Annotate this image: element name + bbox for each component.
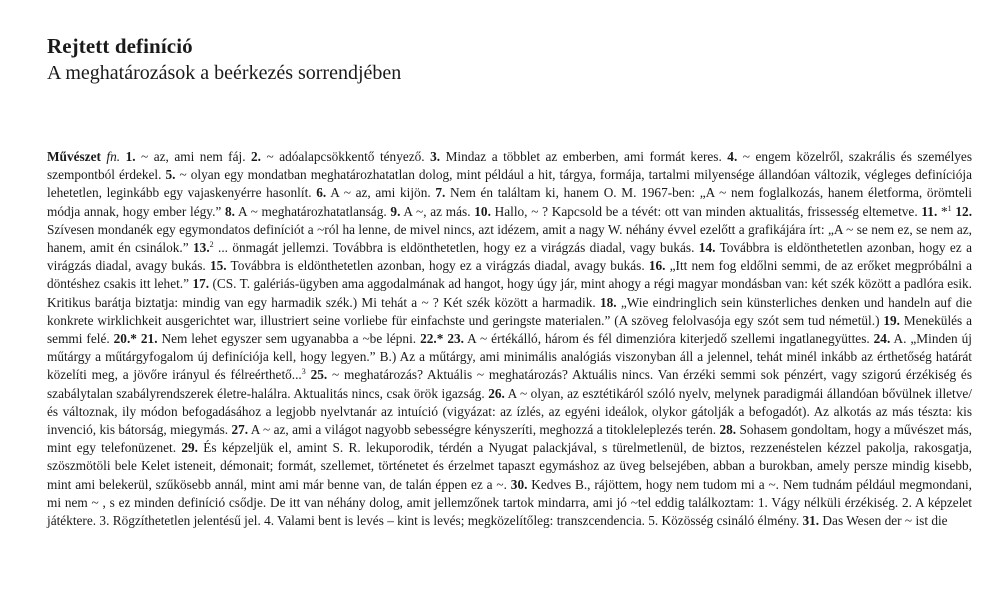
definition-text: Menekülés a semmi felé. bbox=[47, 312, 972, 347]
definition-number: 22.* bbox=[420, 331, 444, 347]
definition-text: Das Wesen der ~ ist die bbox=[819, 513, 948, 529]
definition-number: 15. bbox=[209, 258, 227, 274]
definition-item bbox=[225, 204, 390, 219]
definition-text: ~ adóalapcsökkentő tényező. bbox=[261, 149, 431, 164]
definition-text: A ~ olyan, az esztétikáról szóló nyelv, melynek paradigmái állandóan bővülnek illetve/és változnak, ily módon befogadásához a legjobb nyelvtanár az intuíció (vigyázat: az ízlés, az egyéni ideálok, olykor gátolják a befogadót). Az alkotás az más tészta: kis invenció, kis bátorság, miegymás. bbox=[47, 385, 972, 438]
definition-text: És képzeljük el, amint S. R. lekuporodik, térdén a Nyugat palackjával, s türelmetlenül, de biztos, rezzenéstelen kézzel pakolja, rakosgatja, szöszmötöli bele Kelet isteneit, démonait; formát, szellemet, történetet és érzelmet tapaszt egymáshoz az üveg belsejében, abban a burokban, amely persze mindig kisebb, mint ami belekerül, szűkösebb annál, mint ami már benne van, de talán éppen ez a ~. bbox=[47, 440, 972, 492]
definition-number: 25. bbox=[310, 367, 328, 383]
definition-text: „Wie eindringlich sein künsterliches denken und handeln auf die konkrete wirklichkeit ausgerichtet war, illustriert seine vorliebe für einfachste und geringste materialen.” (A szöveg felolvasója egy szót sem tud németül.) bbox=[47, 294, 972, 328]
definition-number: 30. bbox=[510, 476, 528, 492]
definition-text: * bbox=[937, 203, 948, 219]
definition-item bbox=[126, 149, 251, 164]
definition-text: ... önmagát jellemzi. Továbbra is eldönthetetlen, hogy ez a virágzás diadal, vagy bukás. bbox=[213, 240, 699, 256]
definition-item bbox=[251, 149, 430, 164]
definition-number: 21. bbox=[140, 331, 158, 347]
definition-number: 12. bbox=[955, 203, 973, 219]
footnote-mark: 3 bbox=[301, 367, 306, 377]
definition-text: Továbbra is eldönthetetlen azonban, hogy ez a virágzás diadal, avagy bukás. bbox=[47, 240, 972, 274]
definition-number: 6. bbox=[316, 185, 327, 201]
definition-text: Nem lehet egyszer sem ugyanabba a ~be lépni. bbox=[157, 331, 421, 347]
definition-number: 26. bbox=[488, 385, 505, 401]
definition-number: 4. bbox=[727, 149, 738, 164]
definition-text: Szívesen mondanék egy egymondatos definíciót a ~ról ha lenne, de mivel nincs, azt idézem, amit a nagy W. néhány évvel ezelőtt a grafikájára írt: „A ~ se nem ez, se nem az, hanem, amit én csinálok.” bbox=[47, 221, 972, 256]
definition-number: 29. bbox=[181, 440, 198, 456]
entry-headword: Művészet bbox=[47, 149, 101, 164]
definition-number: 3. bbox=[430, 149, 441, 164]
definition-number: 14. bbox=[698, 240, 716, 256]
definition-item bbox=[802, 513, 947, 528]
definition-item bbox=[141, 331, 420, 346]
definition-number: 27. bbox=[231, 422, 249, 438]
definition-text: A ~, az más. bbox=[400, 203, 475, 219]
definition-text: A ~ értékálló, három és fél dimenzióra kiterjedő szellemi ingatlanegyüttes. bbox=[463, 331, 874, 347]
definition-text: A ~ az, ami a világot nagyobb sebességre kényszeríti, meghozzá a titokleleplezés terén. bbox=[248, 422, 720, 438]
definition-number: 19. bbox=[883, 312, 900, 328]
definition-text: ~ meghatározás? Aktuális ~ meghatározás? Aktuális nincs. Van érzéki semmi sok pénzért, vagy szigorú érzékiség és szabálytalan szabályrendszerek életre-halálra. Aktualitás nincs, csak örök igazság. bbox=[47, 367, 973, 401]
definition-item bbox=[474, 204, 921, 219]
definition-entry bbox=[47, 148, 972, 530]
definition-item bbox=[193, 240, 699, 255]
entry-definitions bbox=[47, 149, 972, 528]
definition-text: ~ olyan egy mondatban meghatározhatatlan dolog, mint például a hit, tárgya, formája, tartalmi milyensége állandóan változik, végleges definíciója lehetetlen, leginkább egy vajaskenyérre hasonlít. bbox=[47, 167, 972, 201]
definition-item bbox=[447, 331, 873, 346]
definition-number: 13. bbox=[193, 240, 210, 256]
definition-number: 18. bbox=[599, 294, 617, 310]
definition-text: A ~ meghatározhatatlanság. bbox=[235, 203, 391, 219]
definition-number: 24. bbox=[873, 331, 891, 347]
definition-text: Továbbra is eldönthetetlen azonban, hogy ez a virágzás diadal, avagy bukás. bbox=[226, 258, 649, 274]
page-subtitle: A meghatározások a beérkezés sorrendjében bbox=[47, 62, 402, 84]
definition-number: 17. bbox=[192, 276, 210, 292]
definition-text: A. „Minden új műtárgy a műtárgyfogalom új definíciója kell, hogy legyen.” B.) Az a műtárgy, ami minimális analógiás viszonyban áll a jelennel, tehát minél inkább az érthetőség határát közelíti meg, a jövőre irányul és félreérthető... bbox=[47, 331, 972, 383]
definition-number: 16. bbox=[648, 258, 666, 274]
definition-number: 8. bbox=[225, 203, 236, 219]
definition-number: 5. bbox=[165, 167, 176, 183]
definition-number: 28. bbox=[719, 422, 737, 438]
definition-text: A ~ az, ami kijön. bbox=[326, 185, 436, 201]
definition-text: (CS. T. galériás-ügyben ama aggodalmának ad hangot, hogy úgy jár, mint ahogy a régi magyar mondásban van: két szék között a padlóra esik. Kritikus barátja biztatja: mindig van egy harmadik szék.) Mi tehát a ~ ? Két szék között a harmadik. bbox=[47, 276, 972, 310]
definition-number: 23. bbox=[447, 331, 464, 347]
definition-text: ~ az, ami nem fáj. bbox=[135, 149, 252, 164]
definition-number: 20.* bbox=[113, 331, 137, 347]
definition-number: 10. bbox=[474, 203, 491, 219]
definition-number: 11. bbox=[921, 203, 938, 219]
definition-text: „Itt nem fog eldőlni semmi, de az erőket megpróbálni a döntéshez csakis itt lehet.” bbox=[47, 258, 972, 292]
definition-text: Sohasem gondoltam, hogy a művészet más, mint egy telefonüzenet. bbox=[47, 422, 972, 456]
definition-item bbox=[232, 422, 720, 437]
definition-item bbox=[114, 331, 141, 346]
definition-text: Nem én találtam ki, hanem O. M. 1967-ben: „A ~ nem foglalkozás, hanem életforma, örömteli módja annak, hogy ember légy.” bbox=[47, 185, 972, 219]
definition-text: Kedves B., rájöttem, hogy nem tudom mi a ~. Nem tudnám például megmondani, mi nem ~ , s ez minden definíció csődje. De itt van néhány dolog, amit jellemzőnek tartok mindarra, ami jó ~tel eddig találkoztam: 1. Vágy nélküli érzékiség. 2. A képzelet játéktere. 3. Rögzíthetetlen jelentésű jel. 4. Valami bent is levés – kint is levés; megközelítőleg: transzcendencia. 5. Közösség csináló élmény. bbox=[47, 476, 972, 529]
definition-number: 31. bbox=[802, 513, 820, 529]
definition-item bbox=[316, 185, 435, 200]
page-title: Rejtett definíció bbox=[47, 34, 193, 58]
definition-text: Hallo, ~ ? Kapcsold be a tévét: ott van minden aktualitás, frissesség eltemetve. bbox=[490, 203, 922, 219]
definition-item bbox=[390, 204, 474, 219]
footnote-mark: 2 bbox=[209, 240, 214, 250]
definition-number: 1. bbox=[125, 149, 136, 164]
definition-item bbox=[420, 331, 447, 346]
definition-item bbox=[430, 149, 727, 164]
definition-number: 7. bbox=[435, 185, 446, 201]
definition-item bbox=[210, 258, 649, 273]
entry-part-of-speech: fn. bbox=[106, 149, 121, 164]
definition-text: ~ engem közelről, szakrális és személyes szempontból érdekel. bbox=[47, 149, 973, 183]
definition-number: 2. bbox=[251, 149, 262, 164]
definition-item bbox=[921, 204, 955, 219]
definition-number: 9. bbox=[390, 203, 401, 219]
definition-text: Mindaz a többlet az emberben, ami formát keres. bbox=[440, 149, 728, 164]
footnote-mark: 1 bbox=[947, 203, 952, 213]
